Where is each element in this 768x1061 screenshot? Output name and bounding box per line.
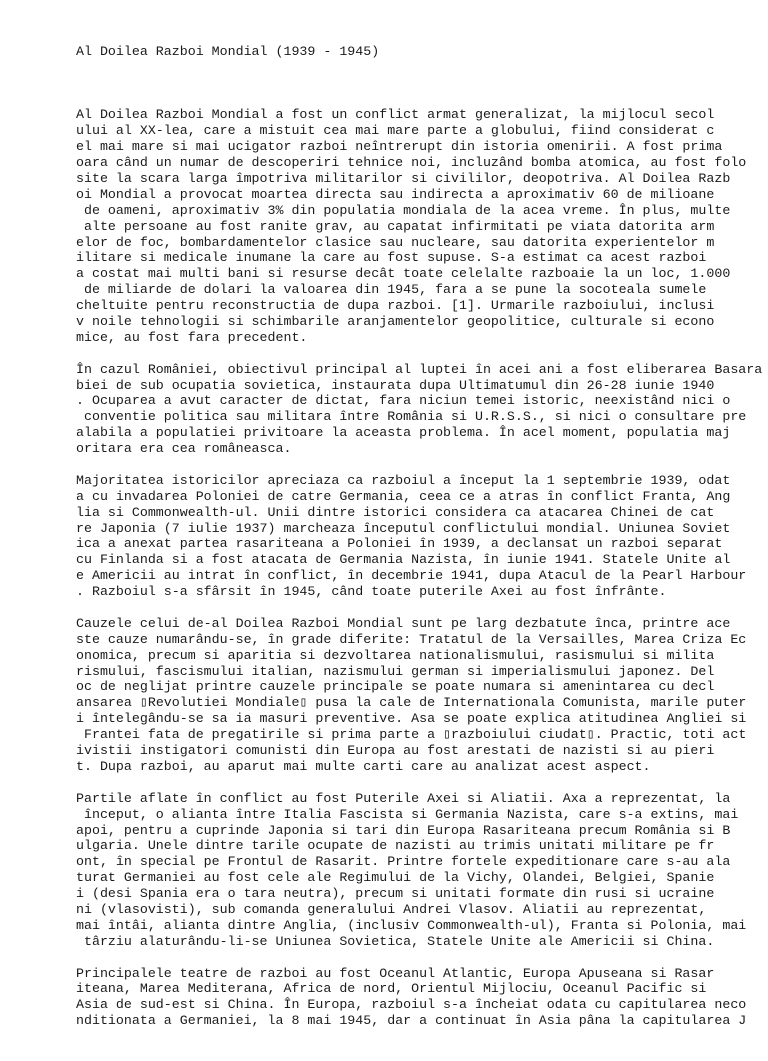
text-line: ica a anexat partea rasariteana a Poloniei în 1939, a declansat un razboi separat [76,536,723,552]
paragraph [76,473,756,600]
text-line: site la scara larga împotriva militarilor si civililor, deopotriva. Al Doilea Razb [76,170,731,186]
text-line: a costat mai multi bani si resurse decât toate celelalte razboaie la un loc, 1.000 [76,266,731,282]
text-line: târziu alaturându-li-se Uniunea Sovietica, Statele Unite ale Americii si China. [76,933,715,949]
text-line: oc de neglijat printre cauzele principale se poate numara si amenintarea cu decl [76,679,715,695]
paragraph [76,966,756,1030]
text-line: Majoritatea istoricilor apreciaza ca razboiul a început la 1 septembrie 1939, odat [76,472,731,488]
text-line: oara când un numar de descoperiri tehnice noi, incluzând bomba atomica, au fost folo [76,155,747,171]
text-line: . Ocuparea a avut caracter de dictat, fara niciun temei istoric, neexistând nici o [76,393,731,409]
text-line: mice, au fost fara precedent. [76,329,308,345]
text-line: nditionata a Germaniei, la 8 mai 1945, dar a continuat în Asia pâna la capitularea J [76,1013,747,1029]
text-line: i întelegându-se sa ia masuri preventive. Asa se poate explica atitudinea Angliei si [76,711,747,727]
text-line: onomica, precum si aparitia si dezvoltarea nationalismului, rasismului si milita [76,647,715,663]
text-line: ansarea ▯Revolutiei Mondiale▯ pusa la cale de Internationala Comunista, marile puter [76,695,747,711]
text-line: Principalele teatre de razboi au fost Oceanul Atlantic, Europa Apuseana si Rasar [76,965,715,981]
text-line: re Japonia (7 iulie 1937) marcheaza începutul conflictului mondial. Uniunea Soviet [76,520,731,536]
text-line: e Americii au intrat în conflict, în decembrie 1941, dupa Atacul de la Pearl Harbour [76,568,747,584]
paragraph [76,361,763,457]
text-line: rismului, fascismului italian, nazismului german si imperialismului japonez. Del [76,663,715,679]
paragraph [76,616,756,775]
text-line: alabila a populatiei privitoare la aceasta problema. În acel moment, populatia maj [76,425,731,441]
text-line: ului al XX-lea, care a mistuit cea mai mare parte a globului, fiind considerat c [76,123,715,139]
text-line: ste cauze numarându-se, în grade diferite: Tratatul de la Versailles, Marea Criza Ec [76,631,747,647]
text-line: mai întâi, alianta dintre Anglia, (inclusiv Commonwealth-ul), Franta si Polonia, mai [76,917,747,933]
text-line: el mai mare si mai ucigator razboi neîntrerupt din istoria omenirii. A fost prima [76,139,723,155]
text-line: de oameni, aproximativ 3% din populatia mondiala de la acea vreme. În plus, multe [76,202,731,218]
paragraph [76,791,756,950]
text-line: În cazul României, obiectivul principal al luptei în acei ani a fost eliberarea Basara [76,361,763,377]
text-line: ont, în special pe Frontul de Rasarit. Printre fortele expeditionare care s-au ala [76,854,731,870]
text-line: oritara era cea româneasca. [76,441,292,457]
text-line: turat Germaniei au fost cele ale Regimului de la Vichy, Olandei, Belgiei, Spanie [76,870,715,886]
text-line: ivistii instigatori comunisti din Europa au fost arestati de nazisti si au pieri [76,743,715,759]
text-line: Asia de sud-est si China. În Europa, razboiul s-a încheiat odata cu capitularea neco [76,997,747,1013]
text-line: cheltuite pentru reconstructia de dupa razboi. [1]. Urmarile razboiului, inclusi [76,298,715,314]
text-line: Frantei fata de pregatirile si prima parte a ▯razboiului ciudat▯. Practic, toti act [76,727,747,743]
text-line: iteana, Marea Mediterana, Africa de nord, Orientul Mijlociu, Oceanul Pacific si [76,981,707,997]
text-line: ilitare si medicale inumane la care au fost supuse. S-a estimat ca acest razboi [76,250,707,266]
text-line: conventie politica sau militara între România si U.R.S.S., si nici o consultare pre [76,409,747,425]
text-line: biei de sub ocupatia sovietica, instaurata dupa Ultimatumul din 26-28 iunie 1940 [76,377,715,393]
text-line: ni (vlasovisti), sub comanda generalului Andrei Vlasov. Aliatii au reprezentat, [76,901,707,917]
document-body [76,107,763,1029]
text-line: Al Doilea Razboi Mondial a fost un conflict armat generalizat, la mijlocul secol [76,107,715,123]
text-line: lia si Commonwealth-ul. Unii dintre istorici considera ca atacarea Chinei de cat [76,504,715,520]
text-line: apoi, pentru a cuprinde Japonia si tari din Europa Rasariteana precum România si B [76,822,731,838]
text-line: cu Finlanda si a fost atacata de Germania Nazista, în iunie 1941. Statele Unite al [76,552,731,568]
text-line: alte persoane au fost ranite grav, au capatat infirmitati pe viata datorita arm [76,218,715,234]
document-title: Al Doilea Razboi Mondial (1939 - 1945) [76,43,380,59]
text-line: . Razboiul s-a sfârsit în 1945, când toate puterile Axei au fost înfrânte. [76,584,667,600]
text-line: Cauzele celui de-al Doilea Razboi Mondial sunt pe larg dezbatute înca, printre ace [76,615,731,631]
text-line: început, o alianta între Italia Fascista si Germania Nazista, care s-a extins, mai [76,806,739,822]
text-line: v noile tehnologii si schimbarile aranjamentelor geopolitice, culturale si econo [76,314,715,329]
text-line: elor de foc, bombardamentelor clasice sau nucleare, sau datorita experientelor m [76,234,715,250]
text-line: oi Mondial a provocat moartea directa sau indirecta a aproximativ 60 de milioane [76,186,715,202]
paragraph [76,107,756,345]
text-line: de miliarde de dolari la valoarea din 1945, fara a se pune la socoteala sumele [76,282,707,298]
text-line: ulgaria. Unele dintre tarile ocupate de nazisti au trimis unitati militare pe fr [76,838,715,854]
document-page [76,12,763,1061]
text-line: a cu invadarea Poloniei de catre Germania, ceea ce a atras în conflict Franta, Ang [76,488,731,504]
text-line: Partile aflate în conflict au fost Puterile Axei si Aliatii. Axa a reprezentat, la [76,790,731,806]
text-line: t. Dupa razboi, au aparut mai multe carti care au analizat acest aspect. [76,758,651,774]
text-line: i (desi Spania era o tara neutra), precum si unitati formate din rusi si ucraine [76,886,715,902]
